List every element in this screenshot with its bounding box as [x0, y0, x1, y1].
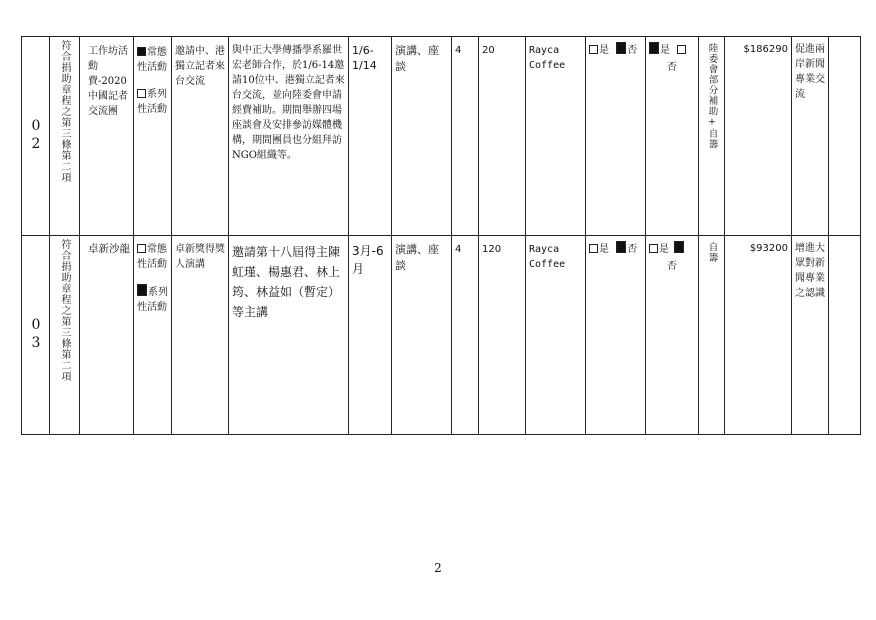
activity-description: 與中正大學傳播學系羅世宏老師合作，於1/6-14邀請10位中、港獨立記者來台交流，並向陸委會申請經費補助。期間舉辦四場座談會及安排參訪媒體機構，期間團員也分組拜訪NGO組織等。 [232, 45, 345, 161]
option-b-yes-label: 是 [659, 244, 669, 255]
checkbox-regular[interactable] [137, 47, 146, 56]
venue: Rayca Coffee [529, 45, 566, 71]
row-number-cell [22, 37, 50, 236]
activity-table [21, 36, 861, 435]
type-option-regular-label: 常態性活動 [137, 47, 167, 73]
checkbox-b-yes[interactable] [649, 42, 659, 54]
sessions-cell [452, 236, 479, 435]
option-b-yes-label: 是 [660, 45, 670, 56]
page-number: 2 [434, 561, 442, 575]
venue: Rayca Coffee [529, 244, 566, 270]
table-row [22, 236, 861, 435]
checkbox-series[interactable] [137, 89, 146, 98]
description-cell [229, 37, 349, 236]
amount: $93200 [749, 243, 788, 254]
basis-cell [50, 236, 80, 435]
participant-count: 20 [482, 45, 495, 56]
expected-benefit: 促進兩岸新聞專業交流 [795, 44, 825, 100]
legal-basis: 符合捐助章程之第三條第二項 [59, 239, 70, 382]
checkbox-b-yes[interactable] [649, 244, 658, 253]
benefit-cell [792, 236, 829, 435]
activity-format: 演講、座談 [395, 243, 439, 272]
remarks-cell [829, 236, 861, 435]
format-cell [392, 37, 452, 236]
table-row [22, 37, 861, 236]
activity-target: 邀請中、港獨立記者來台交流 [175, 46, 225, 87]
row-number: 02 [28, 118, 44, 154]
option-b-cell [646, 37, 699, 236]
option-b-cell [646, 236, 699, 435]
option-a-cell [586, 236, 646, 435]
activity-format: 演講、座談 [395, 44, 439, 73]
funding-source: 自籌 [706, 242, 718, 263]
activity-description: 邀請第十八屆得主陳虹瑾、楊惠君、林上筠、林益如（暫定）等主講 [232, 245, 341, 319]
checkbox-b-no[interactable] [677, 45, 686, 54]
format-cell [392, 236, 452, 435]
venue-cell [526, 37, 586, 236]
amount-cell [725, 236, 792, 435]
option-b-no-label: 否 [667, 261, 677, 272]
checkbox-a-no[interactable] [616, 241, 626, 253]
row-number-cell [22, 236, 50, 435]
period-cell [349, 236, 392, 435]
target-cell [172, 236, 229, 435]
activity-type-cell [134, 236, 172, 435]
benefit-cell [792, 37, 829, 236]
sessions-cell [452, 37, 479, 236]
legal-basis: 符合捐助章程之第三條第二項 [59, 40, 70, 183]
expected-benefit: 增進大眾對新聞專業之認識 [795, 243, 825, 299]
description-cell [229, 236, 349, 435]
checkbox-series[interactable] [137, 284, 147, 296]
option-b-no-label: 否 [667, 62, 677, 73]
option-a-yes-label: 是 [599, 244, 609, 255]
type-option-regular [137, 242, 168, 272]
checkbox-b-no[interactable] [674, 241, 684, 253]
option-a-no-label: 否 [627, 45, 638, 56]
amount: $186290 [743, 44, 788, 55]
option-a-cell [586, 37, 646, 236]
activity-target: 卓新獎得獎人演講 [175, 244, 225, 270]
type-option-series [137, 284, 168, 315]
checkbox-a-yes[interactable] [589, 244, 598, 253]
activity-name: 工作坊活動費-2020中國記者交流團 [88, 46, 128, 117]
funding-source: 陸委會部分補助+自籌 [706, 43, 718, 150]
checkbox-a-yes[interactable] [589, 45, 598, 54]
type-option-series-label: 系列性活動 [137, 287, 168, 313]
option-a-yes-label: 是 [599, 45, 609, 56]
option-a-no-label: 否 [627, 244, 638, 255]
funding-cell [699, 236, 725, 435]
basis-cell [50, 37, 80, 236]
session-count: 4 [455, 45, 462, 56]
type-option-regular [137, 45, 168, 75]
activity-name-cell [80, 37, 134, 236]
activity-period: 1/6-1/14 [352, 44, 377, 72]
participants-cell [479, 236, 526, 435]
row-number: 03 [28, 317, 44, 353]
period-cell [349, 37, 392, 236]
remarks-cell [829, 37, 861, 236]
type-option-series-label: 系列性活動 [137, 89, 167, 115]
participant-count: 120 [482, 244, 502, 255]
type-option-series [137, 87, 168, 117]
activity-name: 卓新沙龍 [88, 243, 130, 255]
activity-period: 3月-6月 [352, 244, 384, 276]
activity-name-cell [80, 236, 134, 435]
participants-cell [479, 37, 526, 236]
session-count: 4 [455, 244, 462, 255]
type-option-regular-label: 常態性活動 [137, 244, 167, 270]
checkbox-a-no[interactable] [616, 42, 626, 54]
checkbox-regular[interactable] [137, 244, 146, 253]
target-cell [172, 37, 229, 236]
funding-cell [699, 37, 725, 236]
amount-cell [725, 37, 792, 236]
venue-cell [526, 236, 586, 435]
activity-type-cell [134, 37, 172, 236]
